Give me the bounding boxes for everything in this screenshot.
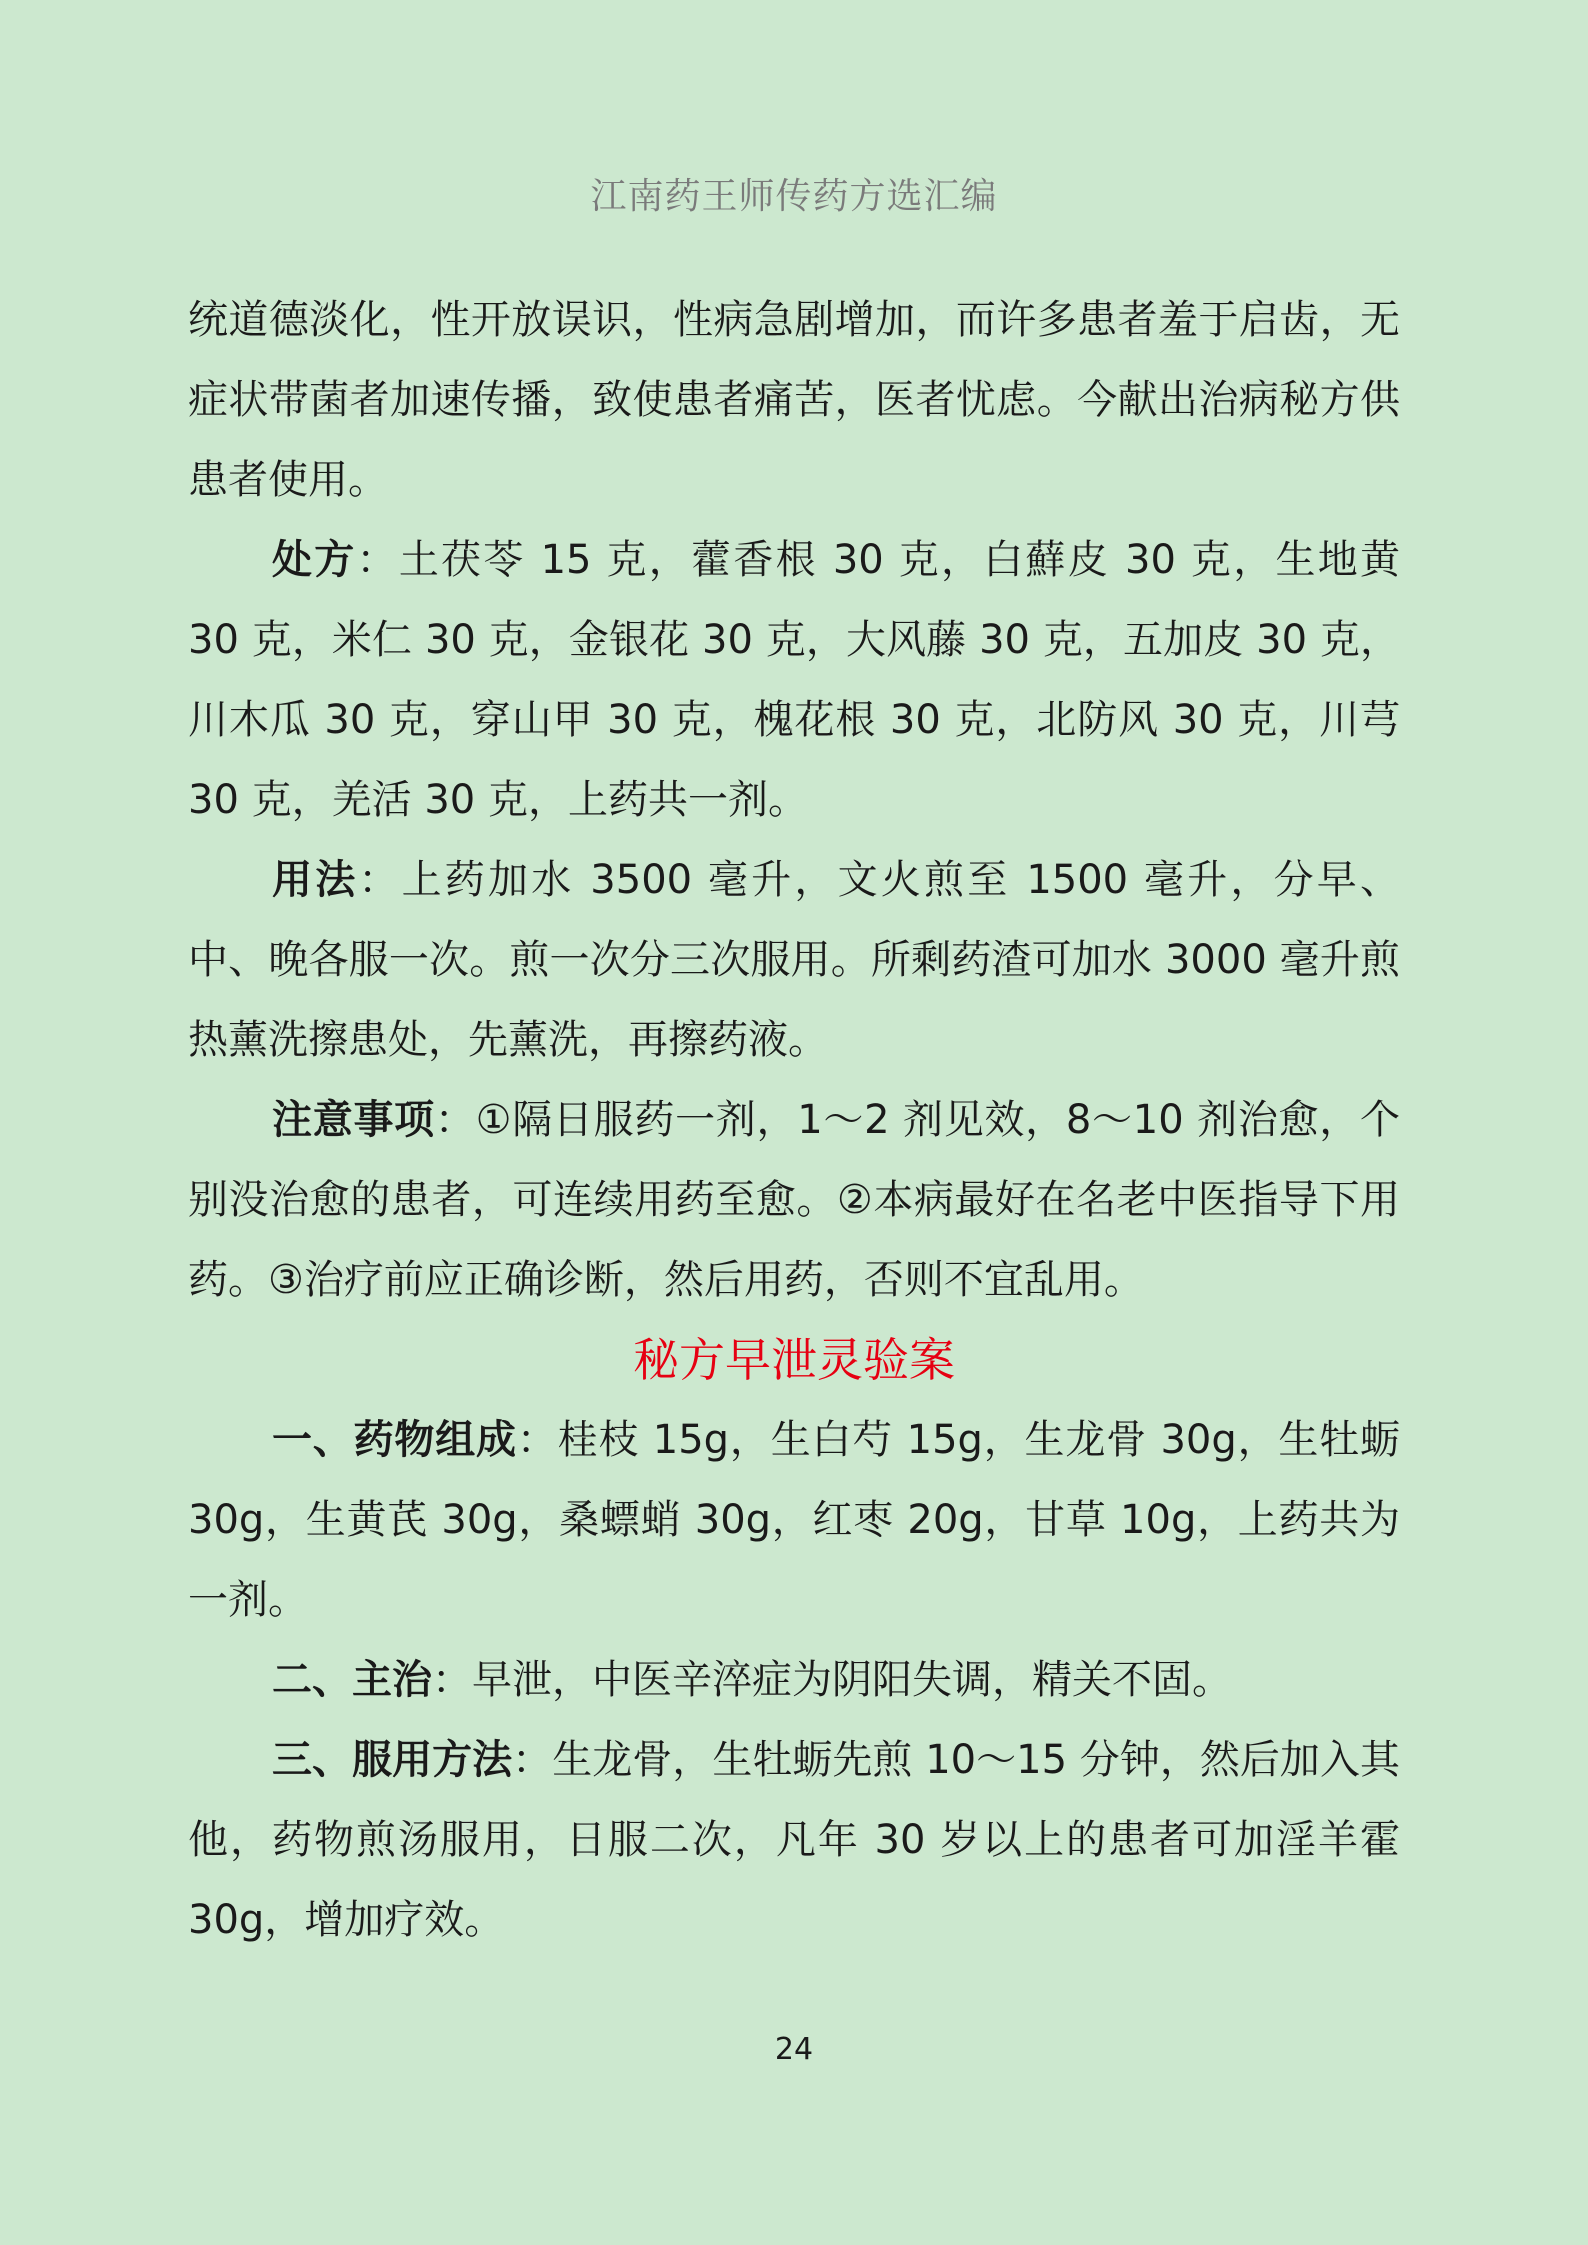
notes-text: ：①隔日服药一剂，1～2 剂见效，8～10 剂治愈，个别没治愈的患者，可连续用药至愈。②本病最好在名老中医指导下用药。③治疗前应正确诊断，然后用药，否则不宜乱用。 bbox=[188, 1097, 1400, 1303]
composition-label: 一、药物组成 bbox=[272, 1417, 517, 1463]
notes-label: 注意事项 bbox=[272, 1097, 435, 1143]
prescription-paragraph bbox=[188, 520, 1400, 840]
page-number: 24 bbox=[774, 2032, 814, 2067]
composition-paragraph bbox=[188, 1400, 1400, 1640]
page-content bbox=[188, 280, 1400, 1960]
composition-text: ：桂枝 15g，生白芍 15g，生龙骨 30g，生牡蛎 30g，生黄芪 30g，桑螵蛸 30g，红枣 20g，甘草 10g，上药共为一剂。 bbox=[188, 1417, 1400, 1623]
method-paragraph bbox=[188, 1720, 1400, 1960]
method-label: 三、服用方法 bbox=[272, 1737, 513, 1783]
usage-paragraph bbox=[188, 840, 1400, 1080]
prescription-text: ：土茯苓 15 克，藿香根 30 克，白蘚皮 30 克，生地黄 30 克，米仁 30 克，金银花 30 克，大风藤 30 克，五加皮 30 克，川木瓜 30 克，穿山甲 30 克，槐花根 30 克，北防风 30 克，川芎 30 克，羌活 30 克，上药共一剂。 bbox=[188, 537, 1401, 823]
prescription-label: 处方 bbox=[272, 537, 357, 583]
indication-text: ：早泄，中医辛淬症为阴阳失调，精关不固。 bbox=[432, 1657, 1232, 1703]
section-title: 秘方早泄灵验案 bbox=[633, 1333, 955, 1387]
indication-label: 二、主治 bbox=[272, 1657, 432, 1703]
indication-paragraph bbox=[188, 1640, 1400, 1720]
method-text: ：生龙骨，生牡蛎先煎 10～15 分钟，然后加入其他，药物煎汤服用，日服二次，凡年 30 岁以上的患者可加淫羊霍 30g，增加疗效。 bbox=[188, 1737, 1400, 1943]
notes-paragraph bbox=[188, 1080, 1400, 1320]
usage-text: ：上药加水 3500 毫升，文火煎至 1500 毫升，分早、中、晚各服一次。煎一次分三次服用。所剩药渣可加水 3000 毫升煎热薰洗擦患处，先薰洗，再擦药液。 bbox=[188, 857, 1401, 1063]
intro-paragraph: 统道德淡化，性开放误识，性病急剧增加，而许多患者羞于启齿，无症状带菌者加速传播，致使患者痛苦，医者忧虑。今献出治病秘方供患者使用。 bbox=[188, 297, 1400, 503]
usage-label: 用法 bbox=[272, 857, 359, 903]
page-header: 江南药王师传药方选汇编 bbox=[590, 176, 998, 217]
